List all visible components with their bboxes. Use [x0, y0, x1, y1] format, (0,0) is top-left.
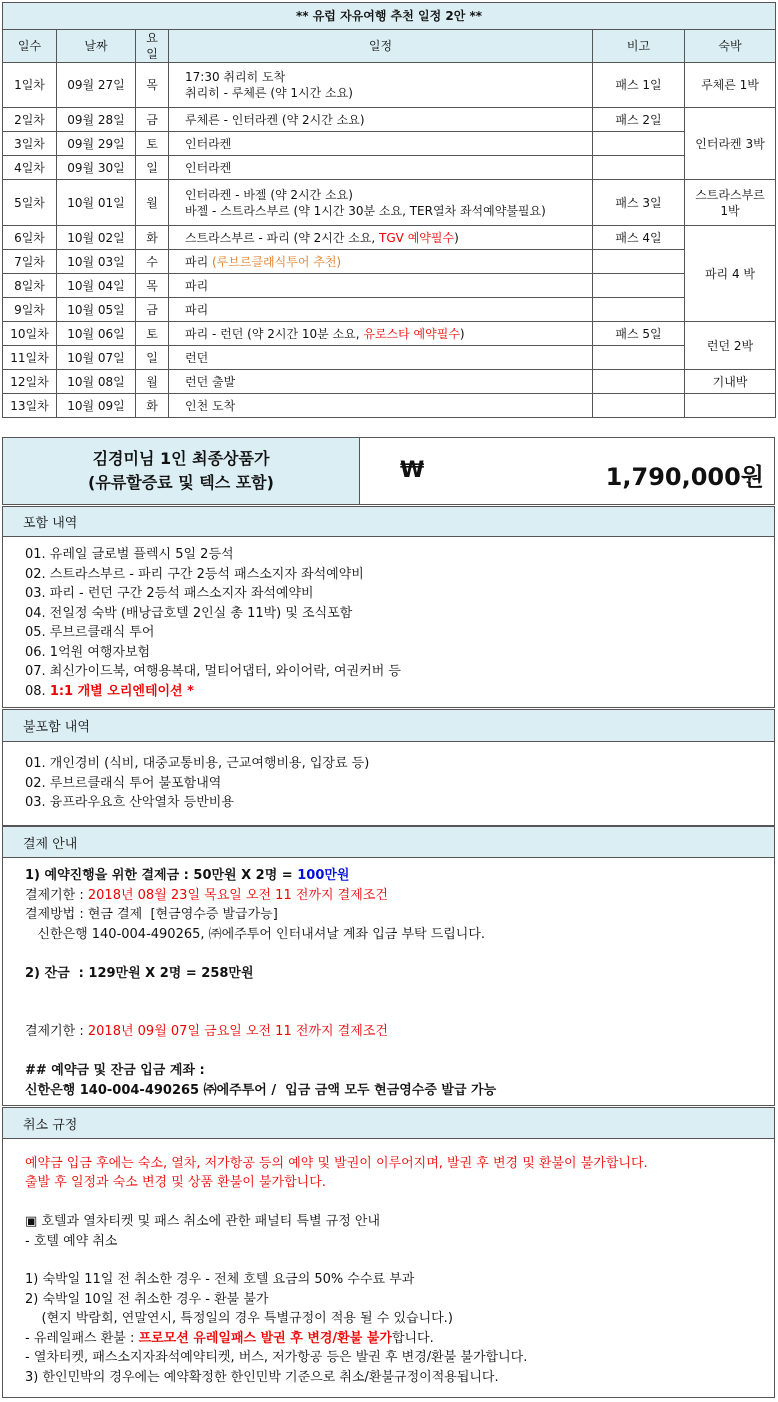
- itinerary-table: [2, 2, 776, 418]
- weekday-cell: 수: [136, 250, 169, 274]
- stay-cell: [685, 394, 776, 418]
- pass-refund-label: - 유레일패스 환불 :: [25, 1330, 139, 1346]
- list-item: [25, 683, 194, 701]
- plan-line: 인터라켄 - 바젤 (약 2시간 소요): [185, 187, 353, 202]
- table-row: [3, 108, 776, 132]
- table-row: [3, 132, 776, 156]
- penalty-title: ▣ 호텔과 열차티켓 및 패스 취소에 관한 패널티 특별 규정 안내: [25, 1214, 380, 1229]
- note-cell: [593, 156, 685, 180]
- date-cell: 09월 28일: [57, 108, 136, 132]
- list-item: 06. 1억원 여행자보험: [25, 644, 151, 660]
- list-item: 01. 개인경비 (식비, 대중교통비용, 근교여행비용, 입장료 등): [25, 756, 370, 771]
- day-cell: 12일차: [3, 370, 57, 394]
- payment-heading: 결제 안내: [2, 826, 775, 858]
- date-cell: 10월 02일: [57, 226, 136, 250]
- plan-line: 17:30 취리히 도착: [185, 70, 286, 84]
- price-value: [360, 438, 774, 504]
- note-cell: 패스 4일: [593, 226, 685, 250]
- day-cell: 4일차: [3, 156, 57, 180]
- cancel-rule: 1) 숙박일 11일 전 취소한 경우 - 전체 호텔 요금의 50% 수수료 부과: [25, 1272, 415, 1287]
- weekday-cell: 일: [136, 346, 169, 370]
- weekday-cell: 일: [136, 156, 169, 180]
- list-item: 01. 유레일 글로벌 플렉시 5일 2등석: [25, 547, 234, 562]
- stay-cell: [685, 180, 776, 226]
- price-label-line: (유류할증료 및 텍스 포함): [88, 473, 274, 492]
- list-item: 05. 루브르클래식 투어: [25, 625, 155, 640]
- col-header-weekday: 요일: [136, 30, 169, 63]
- stay-cell: 루체른 1박: [685, 63, 776, 108]
- plan-cell: [169, 63, 593, 108]
- plan-cell: [169, 180, 593, 226]
- list-item: 03. 융프라우요흐 산악열차 등반비용: [25, 795, 234, 810]
- balance-line: 2) 잔금 : 129만원 X 2명 = 258만원: [25, 965, 254, 981]
- note-cell: 패스 2일: [593, 108, 685, 132]
- day-cell: 9일차: [3, 298, 57, 322]
- weekday-cell: 월: [136, 180, 169, 226]
- included-list: [2, 537, 775, 708]
- plan-cell: 파리: [169, 298, 593, 322]
- plan-highlight: 유로스타 예약필수: [363, 326, 460, 341]
- col-header-day: 일수: [3, 30, 57, 63]
- list-item: 02. 스트라스부르 - 파리 구간 2등석 패스소지자 좌석예약비: [25, 566, 364, 582]
- col-header-note: 비고: [593, 30, 685, 63]
- note-cell: [593, 394, 685, 418]
- plan-cell: 인터라켄: [169, 156, 593, 180]
- day-cell: 3일차: [3, 132, 57, 156]
- deposit-deadline: [25, 887, 388, 905]
- date-cell: 09월 29일: [57, 132, 136, 156]
- cancel-heading: 취소 규정: [2, 1107, 775, 1139]
- balance-deadline: [25, 1023, 388, 1041]
- list-item: 02. 루브르클래식 투어 불포함내역: [25, 775, 222, 791]
- list-item: 03. 파리 - 런던 구간 2등석 패스소지자 좌석예약비: [25, 586, 314, 601]
- cancel-rule: - 열차티켓, 패스소지자좌석예약티켓, 버스, 저가항공 등은 발권 후 변경/환불 불가합니다.: [25, 1350, 528, 1365]
- weekday-cell: 토: [136, 322, 169, 346]
- table-row: [3, 226, 776, 250]
- currency-symbol: ₩: [400, 458, 425, 483]
- plan-cell: [169, 322, 593, 346]
- included-heading: 포함 내역: [2, 506, 775, 537]
- final-price-box: [2, 437, 775, 505]
- plan-text: 파리 - 런던 (약 2시간 10분 소요,: [185, 326, 364, 341]
- deadline-value: 2018년 08월 23일 목요일 오전 11 전까지 결제조건: [87, 887, 388, 903]
- note-cell: [593, 250, 685, 274]
- deposit-line: [25, 867, 350, 885]
- payment-method: 결제방법 : 현금 결제 [현금영수증 발급가능]: [25, 907, 278, 922]
- price-label: [3, 438, 360, 504]
- excluded-heading: 불포함 내역: [2, 709, 775, 742]
- excluded-list: [2, 742, 775, 826]
- stay-cell: 파리 4 박: [685, 226, 776, 322]
- date-cell: 10월 07일: [57, 346, 136, 370]
- plan-cell: [169, 226, 593, 250]
- table-row: [3, 180, 776, 226]
- weekday-cell: 월: [136, 370, 169, 394]
- table-row: [3, 346, 776, 370]
- stay-cell: 런던 2박: [685, 322, 776, 370]
- note-cell: 패스 5일: [593, 322, 685, 346]
- day-cell: 10일차: [3, 322, 57, 346]
- plan-cell: 인터라켄: [169, 132, 593, 156]
- deadline-value: 2018년 09월 07일 금요일 오전 11 전까지 결제조건: [87, 1024, 388, 1039]
- price-label-line: 김경미님 1인 최종상품가: [92, 449, 270, 468]
- weekday-cell: 목: [136, 274, 169, 298]
- day-cell: 1일차: [3, 63, 57, 108]
- stay-line: 스트라스부르: [695, 187, 765, 202]
- plan-cell: [169, 250, 593, 274]
- plan-highlight: TGV 예약필수: [379, 230, 455, 245]
- itinerary-title: ** 유럽 자유여행 추천 일정 2안 **: [3, 3, 776, 30]
- cancel-warning: 예약금 입금 후에는 숙소, 열차, 저가항공 등의 예약 및 발권이 이루어지며, 발권 후 변경 및 환불이 불가합니다.: [25, 1156, 648, 1171]
- plan-cell: 인천 도착: [169, 394, 593, 418]
- day-cell: 2일차: [3, 108, 57, 132]
- note-cell: [593, 346, 685, 370]
- pass-refund-rule: [25, 1330, 434, 1348]
- cancel-rule: 3) 한인민박의 경우에는 예약확정한 한인민박 기준으로 취소/환불규정이적용됩니다.: [25, 1369, 499, 1385]
- cancel-policy: [2, 1139, 775, 1398]
- deposit-text: 1) 예약진행을 위한 결제금 : 50만원 X 2명 =: [25, 868, 298, 883]
- weekday-cell: 토: [136, 132, 169, 156]
- table-row: [3, 274, 776, 298]
- orientation-highlight: 1:1 개별 오리엔테이션 *: [49, 683, 194, 699]
- date-cell: 10월 04일: [57, 274, 136, 298]
- note-cell: [593, 298, 685, 322]
- note-cell: [593, 132, 685, 156]
- plan-line: 바젤 - 스트라스부르 (약 1시간 30분 소요, TER열차 좌석예약불필요): [185, 203, 546, 218]
- date-cell: 09월 27일: [57, 63, 136, 108]
- date-cell: 10월 09일: [57, 394, 136, 418]
- plan-text: 파리: [185, 254, 212, 269]
- plan-cell: 파리: [169, 274, 593, 298]
- stay-line: 1박: [720, 203, 740, 218]
- plan-text: ): [454, 230, 459, 245]
- account-heading: ## 예약금 및 잔금 입금 계좌 :: [25, 1063, 205, 1078]
- stay-cell: 인터라켄 3박: [685, 108, 776, 180]
- col-header-stay: 숙박: [685, 30, 776, 63]
- day-cell: 11일차: [3, 346, 57, 370]
- account-details: 신한은행 140-004-490265 ㈜에주투어 / 입금 금액 모두 현금영수증 발급 가능: [25, 1082, 497, 1098]
- list-item: 04. 전일정 숙박 (배낭급호텔 2인실 총 11박) 및 조식포함: [25, 605, 353, 621]
- table-row: [3, 370, 776, 394]
- date-cell: 10월 08일: [57, 370, 136, 394]
- date-cell: 10월 01일: [57, 180, 136, 226]
- note-cell: 패스 1일: [593, 63, 685, 108]
- plan-line: 취리히 - 루체른 (약 1시간 소요): [185, 86, 353, 100]
- weekday-cell: 화: [136, 394, 169, 418]
- date-cell: 10월 06일: [57, 322, 136, 346]
- deposit-total: 100만원: [297, 868, 350, 883]
- weekday-cell: 금: [136, 298, 169, 322]
- day-cell: 13일차: [3, 394, 57, 418]
- note-cell: [593, 370, 685, 394]
- cancel-rule-note: (현지 박람회, 연말연시, 특정일의 경우 특별규정이 적용 될 수 있습니다.): [25, 1311, 453, 1326]
- note-cell: 패스 3일: [593, 180, 685, 226]
- col-header-date: 날짜: [57, 30, 136, 63]
- pass-refund-highlight: 프로모션 유레일패스 발권 후 변경/환불 불가: [138, 1330, 392, 1346]
- stay-cell: 기내박: [685, 370, 776, 394]
- plan-cell: 루체른 - 인터라켄 (약 2시간 소요): [169, 108, 593, 132]
- cancel-warning: 출발 후 일정과 숙소 변경 및 상품 환불이 불가합니다.: [25, 1175, 326, 1190]
- day-cell: 5일차: [3, 180, 57, 226]
- price-amount: 1,790,000원: [605, 463, 764, 491]
- pass-refund-tail: 합니다.: [391, 1330, 434, 1346]
- plan-text: 스트라스부르 - 파리 (약 2시간 소요,: [185, 230, 380, 245]
- plan-text: ): [459, 326, 465, 341]
- cancel-rule: 2) 숙박일 10일 전 취소한 경우 - 환불 불가: [25, 1291, 269, 1307]
- table-row: [3, 322, 776, 346]
- table-row: [3, 298, 776, 322]
- plan-highlight: (루브르클래식투어 추천): [212, 254, 342, 269]
- table-row: [3, 394, 776, 418]
- day-cell: 8일차: [3, 274, 57, 298]
- deadline-label: 결제기한 :: [25, 1024, 88, 1039]
- day-cell: 7일차: [3, 250, 57, 274]
- col-header-plan: 일정: [169, 30, 593, 63]
- deadline-label: 결제기한 :: [25, 887, 88, 903]
- table-row: [3, 63, 776, 108]
- plan-cell: 런던: [169, 346, 593, 370]
- date-cell: 10월 03일: [57, 250, 136, 274]
- payment-info: [2, 858, 775, 1106]
- weekday-cell: 금: [136, 108, 169, 132]
- table-row: [3, 156, 776, 180]
- list-item-number: 08.: [25, 683, 50, 699]
- hotel-cancel-title: - 호텔 예약 취소: [25, 1233, 118, 1249]
- plan-cell: 런던 출발: [169, 370, 593, 394]
- table-row: [3, 250, 776, 274]
- date-cell: 10월 05일: [57, 298, 136, 322]
- note-cell: [593, 274, 685, 298]
- day-cell: 6일차: [3, 226, 57, 250]
- list-item: 07. 최신가이드북, 여행용복대, 멀티어댑터, 와이어락, 여권커버 등: [25, 664, 401, 679]
- weekday-cell: 화: [136, 226, 169, 250]
- bank-account-note: 신한은행 140-004-490265, ㈜에주투어 인터내셔날 계좌 입금 부탁 드립니다.: [25, 926, 486, 942]
- date-cell: 09월 30일: [57, 156, 136, 180]
- weekday-cell: 목: [136, 63, 169, 108]
